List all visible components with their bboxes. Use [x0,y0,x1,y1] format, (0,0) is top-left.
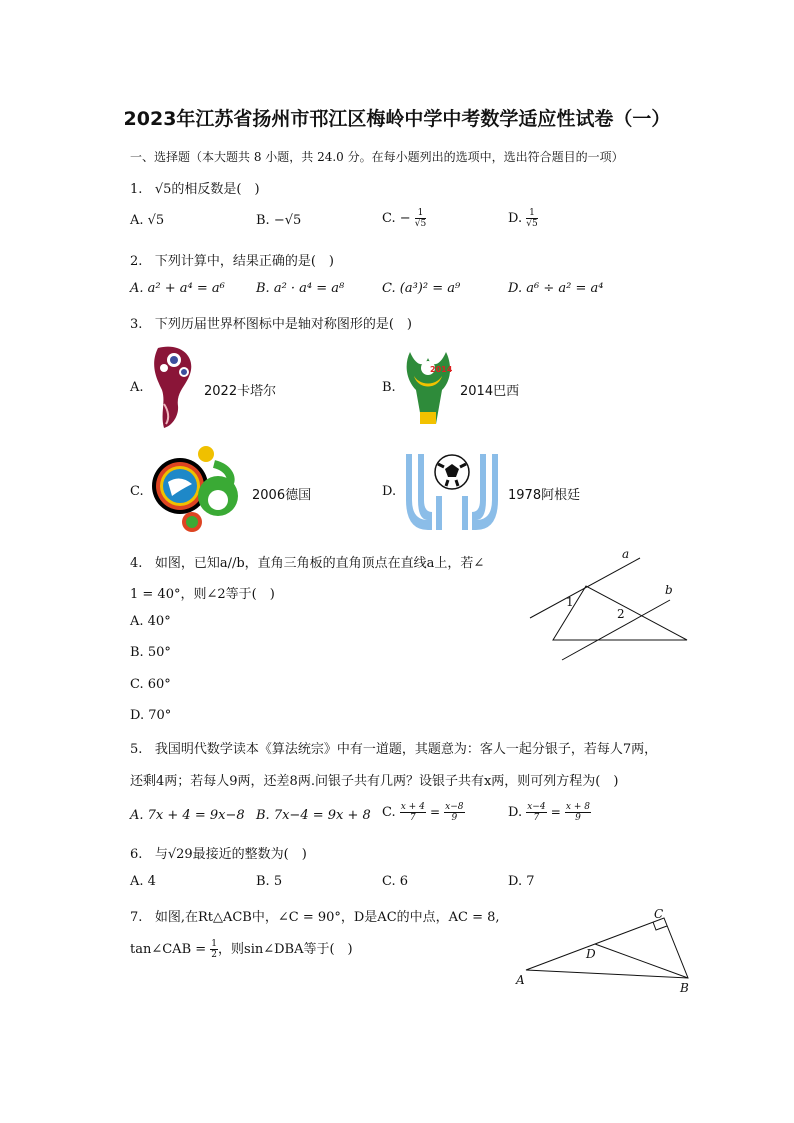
question-2 [130,250,334,269]
question-5 [130,738,657,757]
fraction [415,208,426,229]
question-4 [130,552,484,571]
question-stem: 下列计算中，结果正确的是( ) [154,254,334,269]
fraction-numerator: x + 4 [400,802,425,812]
q6-option-b[interactable]: B. 5 [256,874,283,889]
label-b: B [680,981,689,995]
q3-option-c-label: 2006德国 [252,488,312,503]
fraction [210,939,218,960]
brazil-2014-logo-icon[interactable] [402,346,454,430]
label-b: b [665,583,673,597]
section-heading: 一、选择题（本大题共 8 小题，共 24.0 分。在每小题列出的选项中，选出符合题目的一项） [130,150,624,164]
stem-suffix: ，则sin∠DBA等于( ) [218,942,353,957]
question-7 [130,906,500,925]
question-6 [130,843,307,862]
q6-option-a[interactable]: A. 4 [130,874,156,889]
fraction-numerator: 1 [526,208,537,219]
question-stem: 下列历届世界杯图标中是轴对称图形的是( ) [154,317,412,332]
q6-option-c[interactable]: C. 6 [382,874,409,889]
q4-option-c[interactable]: C. 60° [130,677,171,692]
label-a: a [622,547,630,561]
option-letter: D. [508,805,527,820]
qatar-2022-logo-icon[interactable] [150,344,198,430]
svg-text:2014: 2014 [430,365,453,374]
fraction-numerator: 1 [415,208,426,219]
q2-option-d[interactable]: D. a⁶ ÷ a² = a⁴ [508,281,604,296]
fraction-numerator: x−8 [445,802,464,812]
question-number: 4. [130,556,143,571]
question-number: 3. [130,317,143,332]
q3-option-b-letter[interactable]: B. [382,380,396,395]
q3-option-b-label: 2014巴西 [460,384,520,399]
q3-option-a-letter[interactable]: A. [130,380,144,395]
q3-option-d-label: 1978阿根廷 [508,488,581,503]
q3-option-a-label: 2022卡塔尔 [204,384,277,399]
q4-figure [520,540,700,670]
label-a: A [516,973,525,987]
question-number: 1. [130,182,143,197]
q4-option-b[interactable]: B. 50° [130,645,171,660]
question-stem: √5的相反数是( ) [154,182,260,197]
q7-figure [510,900,710,1000]
segment-db [595,944,688,978]
stem-prefix: tan∠CAB = [130,942,211,957]
fraction-left [526,802,546,823]
q2-option-a[interactable]: A. a² + a⁴ = a⁶ [130,281,225,296]
q1-option-d[interactable] [508,208,538,229]
question-stem-line-1: 如图，已知a//b，直角三角板的直角顶点在直线a上，若∠ [154,556,485,571]
fraction-numerator: x−4 [527,802,546,812]
question-number: 5. [130,742,143,757]
question-number: 7. [130,910,143,925]
fraction [526,208,537,229]
fraction-denominator: 7 [409,813,416,823]
fraction-denominator: 9 [451,813,458,823]
label-angle-2: 2 [617,607,625,621]
fraction-numerator: x + 8 [565,802,590,812]
option-letter: C. − [382,211,411,226]
q1-option-a[interactable]: A. √5 [130,213,165,228]
question-1 [130,178,260,197]
fraction-numerator: 1 [211,939,218,949]
question-stem-line-2: 还剩4两；若每人9两，还差8两.问银子共有几两？设银子共有x两，则可列方程为( ) [130,774,619,789]
germany-2006-logo-icon[interactable] [150,444,246,536]
q2-option-b[interactable]: B. a² · a⁴ = a⁸ [256,281,345,296]
page-title: 2023年江苏省扬州市邗江区梅岭中学中考数学适应性试卷（一） [123,108,671,130]
q4-option-d[interactable]: D. 70° [130,708,172,723]
fraction-right [565,802,591,823]
label-c: C [654,907,664,921]
question-3 [130,313,412,332]
label-d: D [586,947,596,961]
question-stem-line-1: 如图,在Rt△ACB中，∠C = 90°，D是AC的中点，AC = 8, [154,910,500,925]
right-angle-mark [653,922,667,930]
q1-option-b[interactable]: B. −√5 [256,213,302,228]
fraction-right [444,802,464,823]
q3-option-c-letter[interactable]: C. [130,484,144,499]
q1-option-c[interactable] [382,208,426,229]
fraction-denominator: 9 [575,813,581,823]
q3-option-d-letter[interactable]: D. [382,484,397,499]
line-b [562,600,670,660]
option-letter: C. [382,805,400,820]
q5-option-a[interactable]: A. 7x + 4 = 9x−8 [130,808,245,823]
label-angle-1: 1 [566,595,574,609]
fraction-denominator: √5 [526,219,538,229]
q5-option-b[interactable]: B. 7x−4 = 9x + 8 [256,808,371,823]
q6-option-d[interactable]: D. 7 [508,874,535,889]
argentina-1978-logo-icon[interactable] [402,450,502,532]
question-stem-line-1: 我国明代数学读本《算法统宗》中有一道题，其题意为：客人一起分银子，若每人7两， [154,742,658,757]
q4-option-a[interactable]: A. 40° [130,614,171,629]
question-stem-line-2 [130,938,353,960]
fraction-denominator: 2 [211,950,218,960]
option-letter: D. [508,211,527,226]
fraction-left [400,802,426,823]
question-stem-line-2: 1 = 40°，则∠2等于( ) [130,587,275,602]
q5-option-c[interactable]: C. $\frac{x + 4}{7}$ = $\frac{x-8}{9}$ [382,802,464,823]
question-number: 2. [130,254,143,269]
q2-option-c[interactable]: C. (a³)² = a⁹ [382,281,461,296]
q5-option-d[interactable]: D. $\frac{x-4}{7}$ = $\frac{x + 8}{9}$ [508,802,590,823]
fraction-denominator: 7 [533,813,540,823]
question-number: 6. [130,847,143,862]
question-stem: 与√29最接近的整数为( ) [154,847,307,862]
fraction-denominator: √5 [414,219,427,229]
